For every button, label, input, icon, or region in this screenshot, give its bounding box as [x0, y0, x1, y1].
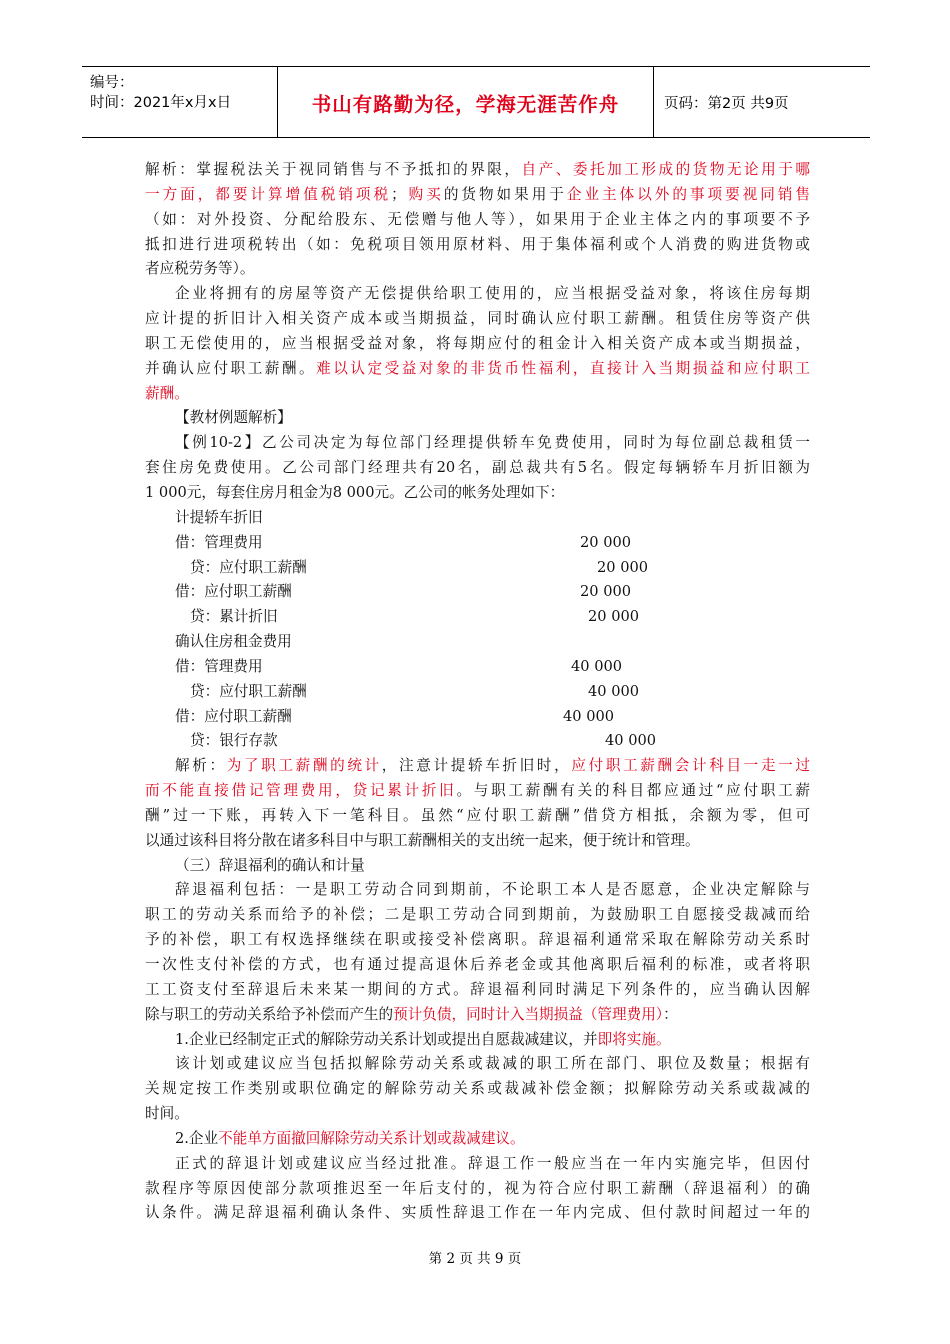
text-line — [145, 1003, 810, 1028]
highlight-text: 不能单方面撤回解除劳动关系计划或裁减建议。 — [218, 1129, 525, 1147]
text-span: ； — [391, 185, 406, 203]
header-page-number: 页码：第2页 共9页 — [664, 96, 789, 112]
page-footer: 第 2 页 共 9 页 — [428, 1251, 522, 1267]
journal-text: 借：应付职工薪酬 — [175, 707, 292, 725]
journal-text: 借：管理费用 — [175, 657, 263, 675]
header-divider — [653, 67, 654, 137]
journal-entry — [145, 655, 810, 680]
journal-entry — [145, 680, 810, 705]
text-line — [145, 754, 810, 779]
condition-item — [145, 1127, 810, 1152]
text-span: 。与职工薪酬有关的科目都应通过“应付职工薪 — [456, 782, 810, 800]
text-line: 1 000元，每套住房月租金为8 000元。乙公司的帐务处理如下： — [145, 483, 565, 501]
journal-entry — [145, 729, 810, 754]
journal-text: 贷：累计折旧 — [190, 608, 278, 626]
highlight-text: 为了职工薪酬的统计 — [226, 757, 382, 775]
text-line — [145, 357, 810, 382]
journal-text: 计提轿车折旧 — [175, 508, 263, 526]
text-span: ，注意计提轿车折旧时， — [381, 757, 572, 775]
text-line: 款程序等原因使部分款项推迟至一年后支付的，视为符合应付职工薪酬（辞退福利）的确 — [145, 1179, 810, 1197]
highlight-text: 难以认定受益对象的非货币性福利，直接计入当期损益和应付职工 — [316, 359, 810, 377]
text-span: 的货物如果用于 — [443, 185, 567, 203]
text-line: 辞退福利包括：一是职工劳动合同到期前，不论职工本人是否愿意，企业决定解除与 — [175, 881, 810, 899]
text-line: 套住房免费使用。乙公司部门经理共有20名，副总裁共有5名。假定每辆轿车月折旧额为 — [145, 459, 810, 477]
journal-text: 贷：银行存款 — [190, 732, 278, 750]
text-line — [145, 779, 810, 804]
text-line: 酬”过一下账，再转入下一笔科目。虽然“应付职工薪酬”借贷方相抵，余额为零，但可 — [145, 806, 810, 824]
text-line: 予的补偿，职工有权选择继续在职或接受补偿离职。辞退福利通常采取在解除劳动关系时 — [145, 931, 810, 949]
journal-heading — [145, 506, 810, 531]
text-line: 工工资支付至辞退后未来某一期间的方式。辞退福利同时满足下列条件的，应当确认因解 — [145, 980, 810, 998]
journal-text: 贷：应付职工薪酬 — [190, 558, 307, 576]
journal-heading — [145, 630, 810, 655]
journal-text: 确认住房租金费用 — [175, 633, 292, 651]
highlight-text: 一方面，都要计算增值税销项税 — [145, 185, 392, 203]
journal-entry — [145, 556, 810, 581]
journal-amount: 40 000 — [571, 657, 623, 675]
document-body — [145, 158, 810, 1226]
text-span: 2.企业 — [175, 1129, 219, 1147]
text-line: 者应税劳务等）。 — [145, 260, 255, 278]
text-line — [145, 158, 810, 183]
text-line: 关规定按工作类别或职位确定的解除劳动关系或裁减补偿金额；拟解除劳动关系或裁减的 — [145, 1080, 810, 1098]
text-line: 薪酬。 — [145, 384, 189, 402]
journal-amount: 20 000 — [597, 558, 649, 576]
text-line: （如：对外投资、分配给股东、无偿赠与他人等），如果用于企业主体之内的事项要不予 — [145, 210, 810, 228]
page-header — [82, 66, 870, 138]
text-line: 职工无偿使用的，应当根据受益对象，将每期应付的租金计入相关资产成本或当期损益， — [145, 334, 810, 352]
journal-entry — [145, 580, 810, 605]
section-title: （三）辞退福利的确认和计量 — [175, 856, 365, 874]
text-line: 应计提的折旧计入相关资产成本或当期损益，同时确认应付职工薪酬。租赁住房等资产供 — [145, 310, 810, 328]
text-line: 认条件。满足辞退福利确认条件、实质性辞退工作在一年内完成、但付款时间超过一年的 — [145, 1204, 810, 1222]
highlight-text: 预计负债，同时计入当期损益（管理费用） — [393, 1005, 664, 1023]
text-span: 1.企业已经制定正式的解除劳动关系计划或提出自愿裁减建议，并 — [175, 1030, 598, 1048]
text-span: 解析：掌握税法关于视同销售与不予抵扣的界限， — [145, 161, 522, 178]
highlight-text: 自产、委托加工形成的货物无论用于哪 — [521, 161, 810, 178]
highlight-text: 而不能直接借记管理费用，贷记累计折旧 — [145, 782, 457, 800]
text-span: ： — [663, 1005, 678, 1023]
section-title: 【教材例题解析】 — [175, 409, 292, 427]
journal-amount: 20 000 — [588, 608, 640, 626]
text-line: 正式的辞退计划或建议应当经过批准。辞退工作一般应当在一年内实施完毕，但因付 — [175, 1154, 810, 1172]
header-meta — [90, 73, 231, 113]
highlight-text: 企业主体以外的事项要视同销售 — [566, 185, 810, 203]
journal-text: 贷：应付职工薪酬 — [190, 682, 307, 700]
text-line — [145, 183, 810, 208]
journal-amount: 40 000 — [588, 682, 640, 700]
text-span: 除与职工的劳动关系给予补偿而产生的 — [145, 1005, 394, 1023]
highlight-text: 应付职工薪酬会计科目一走一过 — [571, 757, 810, 775]
text-line: 抵扣进行进项税转出（如：免税项目领用原材料、用于集体福利或个人消费的购进货物或 — [145, 235, 810, 253]
journal-amount: 20 000 — [580, 533, 632, 551]
text-line: 以通过该科目将分散在诸多科目中与职工薪酬相关的支出统一起来，便于统计和管理。 — [145, 831, 700, 849]
text-span: 解析： — [175, 757, 227, 775]
condition-item — [145, 1028, 810, 1053]
journal-amount: 40 000 — [605, 732, 657, 750]
text-line: 时间。 — [145, 1105, 189, 1123]
journal-text: 借：管理费用 — [175, 533, 263, 551]
journal-entry — [145, 531, 810, 556]
highlight-text: 购买 — [405, 185, 444, 203]
journal-amount: 40 000 — [563, 707, 615, 725]
text-span: 并确认应付职工薪酬。 — [145, 359, 317, 377]
text-line: 【例10-2】乙公司决定为每位部门经理提供轿车免费使用，同时为每位副总裁租赁一 — [175, 434, 810, 452]
journal-amount: 20 000 — [580, 583, 632, 601]
text-line: 该计划或建议应当包括拟解除劳动关系或裁减的职工所在部门、职位及数量；根据有 — [175, 1055, 810, 1073]
header-motto: 书山有路勤为径，学海无涯苦作舟 — [311, 93, 620, 116]
journal-entry — [145, 605, 810, 630]
text-line: 企业将拥有的房屋等资产无偿提供给职工使用的，应当根据受益对象，将该住房每期 — [175, 285, 810, 303]
document-number-label: 编号： — [90, 75, 134, 91]
text-line: 一次性支付补偿的方式，也有通过提高退休后养老金或其他离职后福利的标准，或者将职 — [145, 956, 810, 973]
journal-entry — [145, 705, 810, 730]
text-line: 职工的劳动关系而给予的补偿；二是职工劳动合同到期前，为鼓励职工自愿接受裁减而给 — [145, 906, 810, 924]
document-date-label: 时间：2021年x月x日 — [90, 95, 232, 111]
highlight-text: 即将实施。 — [597, 1030, 671, 1048]
journal-text: 借：应付职工薪酬 — [175, 583, 292, 601]
